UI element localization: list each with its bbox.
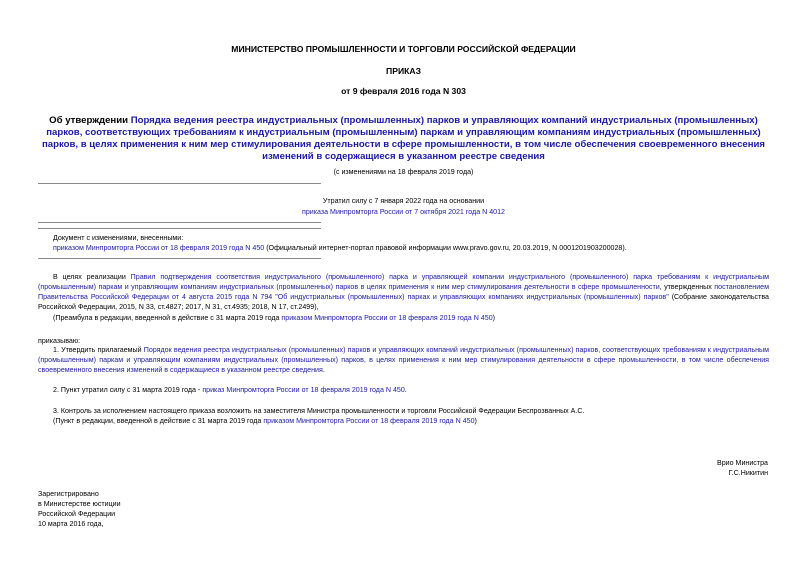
registration-line: в Министерстве юстиции bbox=[38, 500, 121, 508]
item-text: 1. Утвердить прилагаемый bbox=[53, 346, 144, 354]
signature-position: Врио Министра bbox=[717, 459, 768, 467]
signature-name: Г.С.Никитин bbox=[728, 469, 768, 477]
registration-line: Зарегистрировано bbox=[38, 490, 99, 498]
note-text: ) bbox=[474, 417, 477, 425]
doc-date-number: от 9 февраля 2016 года N 303 bbox=[341, 86, 466, 96]
note-text: (Пункт в редакции, введенной в действие с 31 марта 2019 года bbox=[53, 417, 264, 425]
status-link[interactable]: приказа Минпромторга России от 7 октября 2021 года N 4012 bbox=[302, 208, 505, 216]
doc-type-heading: ПРИКАЗ bbox=[386, 66, 421, 76]
preamble-text: (Собрание законодательства Российской Федерации, 2015, N 33, ст.4827; 2017, N 31, ст.4935; 2018, N 17, ст.2499), bbox=[38, 293, 769, 311]
order-item-3-note bbox=[53, 416, 768, 426]
order-item-1 bbox=[38, 345, 769, 375]
order-item-2 bbox=[53, 385, 768, 395]
note-text: (Преамбула в редакции, введенной в действие с 31 марта 2019 года bbox=[53, 314, 282, 322]
document-title bbox=[30, 115, 777, 163]
registration-line: 10 марта 2016 года, bbox=[38, 520, 104, 528]
amendment-source: (Официальный интернет-портал правовой информации www.pravo.gov.ru, 20.03.2019, N 0001201903200028). bbox=[264, 244, 627, 252]
amendments-line bbox=[53, 243, 773, 253]
registration-line: Российской Федерации bbox=[38, 510, 116, 518]
divider bbox=[38, 183, 321, 184]
note-text: ) bbox=[492, 314, 496, 322]
order-word: приказываю: bbox=[38, 337, 81, 345]
item2-link[interactable]: приказ Минпромторга России от 18 февраля 2019 года N 450 bbox=[202, 386, 405, 394]
edition-note: (с изменениями на 18 февраля 2019 года) bbox=[333, 168, 474, 176]
amendment-link[interactable]: приказом Минпромторга России от 18 февраля 2019 года N 450 bbox=[53, 244, 265, 252]
amendments-label: Документ с изменениями, внесенными: bbox=[53, 234, 184, 242]
item-text: 2. Пункт утратил силу с 31 марта 2019 года - bbox=[53, 386, 203, 394]
rules-link[interactable]: Правил подтверждения соответствия индустриального (промышленного) парка и управляющей компании индустриального (промышленного) парка требованиям к индустриальным (промышленным) паркам и управляющим компаниям индустриальных (промышленных) парков в целях применения к ним мер стимулирования деятельности в сфере промышленности bbox=[38, 273, 769, 291]
title-link[interactable]: Порядка ведения реестра индустриальных (промышленных) парков и управляющих компаний индустриальных (промышленных) парков, соответствующих требованиям к индустриальным (промышленным) паркам и управляющим компаниям индустриальных (промышленных) парков, в целях применения к ним мер стимулирования деятельности в сфере промышленности, в том числе обеспечения своевременного внесения изменений в содержащиеся в указанном реестре сведения bbox=[41, 115, 766, 162]
resolution-link[interactable]: постановлением Правительства Российской Федерации от 4 августа 2015 года N 794 "Об индустриальных (промышленных) парках и управляющих компаниях индустриальных (промышленных) парков" bbox=[38, 283, 769, 301]
order-item-3: 3. Контроль за исполнением настоящего приказа возложить на заместителя Министра промышленности и торговли Российской Федерации Беспрозванных А.С. bbox=[53, 407, 585, 415]
preamble-text: , утвержденных bbox=[659, 283, 715, 291]
preamble-paragraph bbox=[38, 272, 769, 312]
item-text: . bbox=[404, 386, 407, 394]
preamble-note bbox=[53, 313, 768, 323]
divider bbox=[38, 258, 321, 259]
item-text: . bbox=[322, 366, 325, 374]
divider bbox=[38, 228, 321, 229]
title-prefix: Об утверждении bbox=[49, 115, 131, 126]
divider bbox=[38, 222, 321, 223]
procedure-link[interactable]: Порядок ведения реестра индустриальных (промышленных) парков и управляющих компаний индустриальных (промышленных) парков, соответствующих требованиям к индустриальным (промышленным) паркам и управляющим компаниям индустриальных (промышленных) парков, в целях применения к ним мер стимулирования деятельности в сфере промышленности, в том числе обеспечения своевременного внесения изменений в содержащиеся в указанном реестре сведения bbox=[38, 346, 770, 374]
ministry-heading: МИНИСТЕРСТВО ПРОМЫШЛЕННОСТИ И ТОРГОВЛИ РОССИЙСКОЙ ФЕДЕРАЦИИ bbox=[231, 44, 576, 54]
preamble-text: В целях реализации bbox=[53, 273, 131, 281]
item3-note-link[interactable]: приказом Минпромторга России от 18 февраля 2019 года N 450 bbox=[263, 417, 475, 425]
status-line: Утратил силу с 7 января 2022 года на основании bbox=[322, 197, 485, 205]
preamble-note-link[interactable]: приказом Минпромторга России от 18 февраля 2019 года N 450 bbox=[281, 314, 493, 322]
